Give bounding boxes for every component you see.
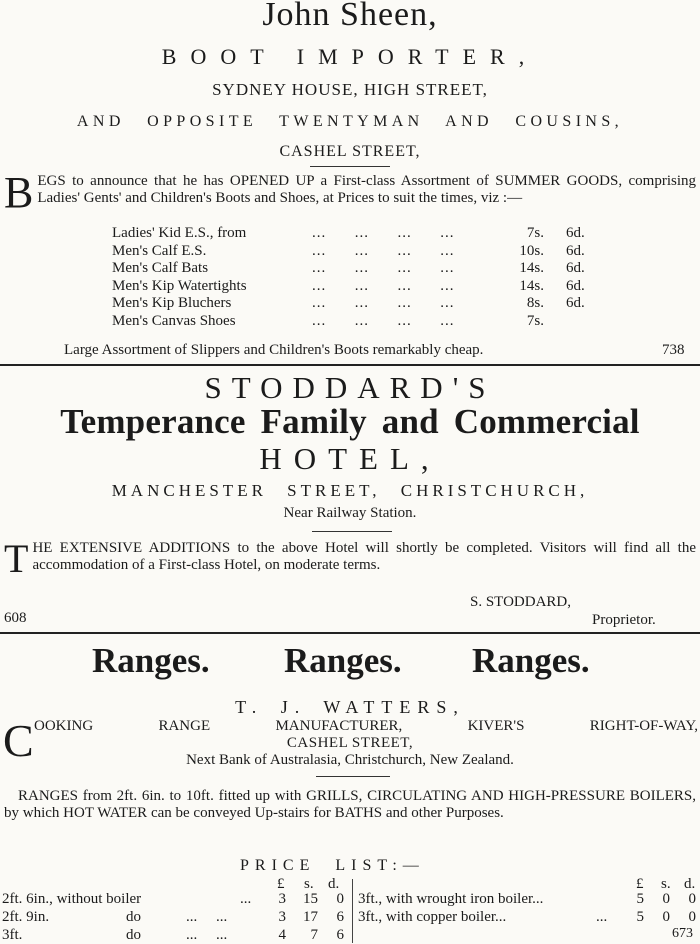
watters-trade: OOKING RANGE MANUFACTURER, KIVER'S RIGHT-OF-WAY, bbox=[34, 718, 698, 734]
section-divider bbox=[0, 632, 700, 634]
sheen-address-2: AND OPPOSITE TWENTYMAN AND COUSINS, bbox=[76, 113, 624, 130]
ditto: do bbox=[126, 909, 141, 925]
drop-cap: T bbox=[4, 536, 29, 581]
shillings: 8s. bbox=[526, 295, 544, 312]
item-label: Ladies' Kid E.S., from bbox=[112, 225, 247, 241]
leader-dots: ... ... ... ... bbox=[312, 277, 455, 294]
sheen-address-3: CASHEL STREET, bbox=[279, 143, 421, 160]
ranges-headline-3: Ranges. bbox=[472, 641, 590, 680]
sheen-ref: 738 bbox=[662, 342, 685, 358]
pounds: 5 bbox=[636, 891, 644, 907]
pence: 6d. bbox=[566, 260, 585, 277]
leader-dots: ... ... bbox=[186, 927, 228, 943]
pence: 0 bbox=[688, 891, 696, 907]
watters-ref: 673 bbox=[672, 926, 693, 941]
watters-street: CASHEL STREET, bbox=[286, 735, 414, 751]
leader-dots: ... ... ... ... bbox=[312, 242, 455, 259]
stoddard-body: HE EXTENSIVE ADDITIONS to the above Hotel will shortly be completed. Visitors will find all the accommodation of a First-class Hotel, on moderate terms. bbox=[32, 540, 696, 573]
watters-body: RANGES from 2ft. 6in. to 10ft. fitted up with GRILLS, CIRCULATING AND HIGH-PRESSURE BOILERS, by which HOT WATER can be conveyed Up-stairs for BATHS and other Purposes. bbox=[4, 788, 696, 821]
leader-dots: ... ... bbox=[186, 909, 228, 925]
sheen-address-1: SYDNEY HOUSE, HIGH STREET, bbox=[212, 80, 488, 99]
sheen-body: EGS to announce that he has OPENED UP a First-class Assortment of SUMMER GOODS, comprising Ladies' Gents' and Children's Boots and Shoes, at Prices to suit the times, viz :— bbox=[37, 173, 696, 206]
pence: 6d. bbox=[566, 225, 585, 241]
stoddard-signature: S. STODDARD, bbox=[470, 594, 571, 610]
pence: 6d. bbox=[566, 242, 585, 259]
ranges-headline-2: Ranges. bbox=[284, 641, 402, 680]
item-label: 3ft., with wrought iron boiler... bbox=[358, 891, 544, 907]
watters-name: T. J. WATTERS, bbox=[235, 697, 465, 717]
item-label: Men's Canvas Shoes bbox=[112, 313, 236, 329]
pence: 6 bbox=[336, 927, 344, 943]
shillings: 0 bbox=[662, 891, 670, 907]
pence: 6d. bbox=[566, 277, 585, 294]
shillings: 7 bbox=[310, 927, 318, 943]
leader-dots: ... ... ... ... bbox=[312, 225, 455, 241]
shillings-header: s. bbox=[304, 876, 314, 892]
item-label: 3ft., with copper boiler... bbox=[358, 909, 507, 925]
drop-cap: B bbox=[4, 168, 34, 217]
watters-address: Next Bank of Australasia, Christchurch, New Zealand. bbox=[186, 752, 514, 768]
pounds: 3 bbox=[278, 891, 286, 907]
pence-header: d. bbox=[328, 876, 340, 892]
leader-dots: ... bbox=[596, 909, 608, 925]
item-label: Men's Calf E.S. bbox=[112, 242, 207, 259]
ditto: do bbox=[126, 927, 141, 943]
stoddard-announcement bbox=[4, 536, 696, 581]
pence: 6d. bbox=[566, 295, 585, 312]
divider bbox=[310, 166, 390, 167]
sheen-name: John Sheen, bbox=[262, 0, 438, 33]
stoddard-near: Near Railway Station. bbox=[283, 505, 417, 521]
shillings: 7s. bbox=[526, 225, 544, 241]
price-list-title: PRICE LIST:— bbox=[240, 857, 425, 874]
leader-dots: ... bbox=[240, 891, 252, 907]
divider bbox=[316, 776, 390, 777]
pence: 0 bbox=[336, 891, 344, 907]
shillings: 14s. bbox=[519, 260, 544, 277]
shillings: 17 bbox=[303, 909, 318, 925]
item-label: 2ft. 6in., without boiler bbox=[2, 891, 142, 907]
leader-dots: ... ... ... ... bbox=[312, 295, 455, 312]
sheen-footer: Large Assortment of Slippers and Children's Boots remarkably cheap. bbox=[64, 342, 484, 358]
pence: 6 bbox=[336, 909, 344, 925]
shillings-header: s. bbox=[661, 876, 671, 892]
column-divider bbox=[352, 879, 353, 943]
ranges-headline-1: Ranges. bbox=[92, 641, 210, 680]
stoddard-role: Proprietor. bbox=[592, 612, 656, 628]
section-divider bbox=[0, 364, 700, 366]
stoddard-name: STODDARD'S bbox=[204, 370, 496, 405]
stoddard-street: MANCHESTER STREET, CHRISTCHURCH, bbox=[111, 481, 589, 500]
sheen-trade: BOOT IMPORTER, bbox=[161, 44, 539, 69]
stoddard-title: Temperance Family and Commercial bbox=[60, 402, 640, 441]
item-label: Men's Calf Bats bbox=[112, 260, 209, 277]
shillings: 14s. bbox=[519, 277, 544, 294]
shillings: 0 bbox=[662, 909, 670, 925]
shillings: 15 bbox=[303, 891, 318, 907]
pounds: 4 bbox=[278, 927, 286, 943]
shillings: 10s. bbox=[519, 242, 544, 259]
pounds-header: £ bbox=[636, 876, 644, 892]
stoddard-hotel: HOTEL, bbox=[259, 441, 441, 476]
pounds: 3 bbox=[278, 909, 286, 925]
pence-header: d. bbox=[684, 876, 696, 892]
shillings: 7s. bbox=[526, 313, 544, 329]
item-label: Men's Kip Watertights bbox=[112, 277, 247, 294]
pounds: 5 bbox=[636, 909, 644, 925]
item-label: 2ft. 9in. bbox=[2, 909, 50, 925]
stoddard-ref: 608 bbox=[4, 610, 27, 626]
pounds-header: £ bbox=[277, 876, 285, 892]
leader-dots: ... ... ... ... bbox=[312, 313, 455, 329]
divider bbox=[312, 531, 392, 532]
drop-cap: C bbox=[3, 715, 34, 766]
pence: 0 bbox=[688, 909, 696, 925]
leader-dots: ... ... ... ... bbox=[312, 260, 455, 277]
item-label: Men's Kip Bluchers bbox=[112, 295, 232, 312]
sheen-announcement bbox=[4, 168, 696, 217]
item-label: 3ft. bbox=[2, 927, 23, 943]
